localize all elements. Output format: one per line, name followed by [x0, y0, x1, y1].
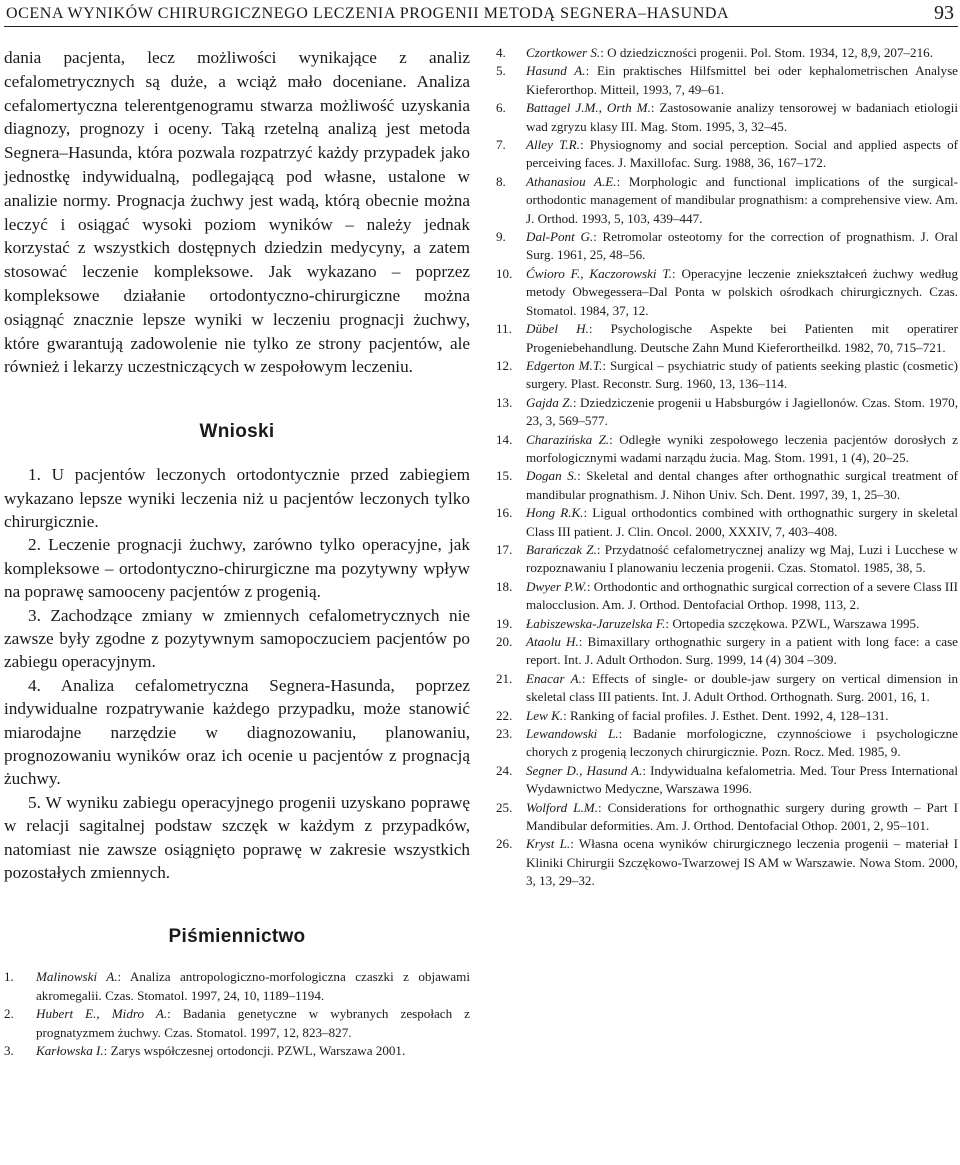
references-heading: Piśmiennictwo [168, 926, 306, 948]
reference-item [496, 615, 958, 633]
reference-author: Lewandowski L. [526, 726, 619, 742]
conclusions-list [4, 463, 470, 884]
reference-item [496, 265, 958, 320]
page-number: 93 [934, 2, 954, 24]
reference-item [496, 633, 958, 670]
reference-author: Gajda Z. [526, 394, 573, 410]
reference-number: 3. [4, 1043, 14, 1059]
discussion-paragraph: dania pacjenta, lecz możliwości wynikające z analiz cefalometrycznych są duże, a wciąż mało doceniane. Analiza cefalomertyczna telerentgenogramu stwarza możliwość uzyskania diagnozy, prognozy i oceny. Taką rzetelną analizą jest metoda Segnera–Hasunda, która pozwala rozpatrzyć każdy przypadek jako jednostkę indywidualną, podlegającą pod własne, ustalone w analizie normy. Prognacja żuchwy jest wadą, którą obecnie można leczyć i osiągać wysoki poziom wyników – należy jednak korzystać z wszystkich dostępnych dziedzin medycyny, a zatem stosować leczenie kompleksowe. Jak wykazano – poprzez kompleksowe działanie ortodontyczno-chirurgiczne można osiągnąć znacznie lepsze wyniki w leczeniu prognacji żuchwy, które gwarantują zadowolenie nie tylko ze strony pacjentów, ale również i lekarzy uczestniczących w zespołowym leczeniu. [4, 48, 470, 377]
running-header [4, 0, 958, 27]
reference-author: Łabiszewska-Jaruzelska F. [526, 615, 666, 631]
reference-text: : Physiognomy and social perception. Social and applied aspects of perceiving faces. J. Maxillofac. Surg. 1988, 36, 167–172. [526, 137, 959, 171]
reference-author: Ćwioro F., Kaczorowski T. [526, 265, 673, 281]
reference-author: Charazińska Z. [526, 431, 610, 447]
reference-item [496, 725, 958, 762]
reference-author: Edgerton M.T. [526, 357, 603, 373]
reference-text: : Considerations for orthognathic surgery during growth – Part I Mandibular deformities. Am. J. Orthod. Dentofacial Othop. 2001, 2, 95–101. [526, 799, 958, 834]
reference-item [496, 136, 958, 173]
reference-author: Enacar A. [526, 670, 582, 686]
reference-number: 4. [496, 45, 506, 60]
reference-item [496, 44, 958, 62]
reference-text: : Dziedziczenie progenii u Habsburgów i Jagiellonów. Czas. Stom. 1970, 23, 3, 569–577. [526, 394, 958, 429]
reference-number: 16. [496, 505, 513, 521]
reference-author: Lew K. [526, 707, 564, 723]
reference-item [496, 228, 958, 265]
reference-text: : Zarys współczesnej ortodoncji. PZWL, Warszawa 2001. [103, 1043, 406, 1059]
reference-author: Hubert E., Midro A. [36, 1006, 168, 1022]
reference-author: Barańczak Z. [526, 541, 597, 557]
reference-number: 5. [496, 63, 506, 79]
left-column [4, 46, 470, 1061]
reference-item [496, 670, 958, 707]
reference-text: : Analiza antropologiczno-morfologiczna czaszki z objawami akromegalii. Czas. Stomatol. 1997, 24, 10, 1189–1194. [36, 969, 470, 1003]
reference-author: Hasund A. [526, 63, 586, 79]
reference-number: 7. [496, 137, 506, 153]
reference-number: 22. [496, 707, 513, 723]
reference-number: 20. [496, 634, 513, 649]
reference-number: 19. [496, 615, 513, 631]
reference-author: Czortkower S. [526, 45, 601, 60]
reference-number: 11. [496, 321, 512, 337]
reference-number: 26. [496, 836, 513, 852]
conclusion-item: 2. Leczenie prognacji żuchwy, zarówno tylko operacyjne, jak kompleksowe – ortodontyczno-chirurgiczne ma pozytywny wpływ na poprawę samooceny pacjentów z progenią. [4, 535, 470, 602]
reference-item [496, 578, 958, 615]
right-column [496, 44, 958, 891]
reference-author: Ataolu H. [526, 634, 579, 649]
reference-number: 18. [496, 578, 513, 594]
reference-number: 15. [496, 468, 513, 484]
reference-author: Karłowska I. [36, 1043, 104, 1059]
reference-item [496, 320, 958, 357]
conclusion-item: 3. Zachodzące zmiany w zmiennych cefalometrycznych nie zawsze były zgodne z pozytywnym samopoczuciem pacjentów po zabiegu operacyjnym. [4, 605, 470, 672]
reference-number: 12. [496, 357, 513, 373]
reference-number: 21. [496, 670, 513, 686]
reference-text: : Retromolar osteotomy for the correction of prognathism. J. Oral Surg. 1961, 25, 48–56. [526, 229, 958, 263]
references-list-left [4, 968, 470, 1060]
reference-item [496, 799, 958, 836]
conclusions-heading: Wnioski [199, 421, 275, 443]
reference-author: Malinowski A. [36, 969, 118, 985]
reference-number: 2. [4, 1006, 14, 1022]
reference-text: : O dziedziczności progenii. Pol. Stom. 1934, 12, 8,9, 207–216. [600, 45, 933, 60]
reference-text: : Effects of single- or double-jaw surgery on vertical dimension in skeletal class III patients. Int. J. Adult Orthod. Orthognath. Surg. 2001, 16, 1. [526, 670, 959, 705]
reference-number: 6. [496, 100, 506, 116]
reference-item [496, 541, 958, 578]
reference-text: : Orthodontic and orthognathic surgical correction of a severe Class III malocclusion. Am. J. Orthod. Dentofacial Orthop. 1998, 113, 2. [526, 578, 958, 613]
reference-item [496, 835, 958, 890]
reference-item [496, 762, 958, 799]
reference-item [496, 394, 958, 431]
reference-text: : Własna ocena wyników chirurgicznego leczenia progenii – materiał I Kliniki Chirurgii Szczękowo-Twarzowej IS AM w Warszawie. Nowa Stom. 2000, 3, 13, 29–32. [526, 836, 958, 889]
reference-item [496, 173, 958, 228]
reference-author: Hong R.K. [526, 505, 584, 521]
reference-text: : Badania genetyczne w wybranych zespołach z prognatyzmem żuchwy. Czas. Stomatol. 1997, 12, 823–827. [36, 1006, 470, 1040]
reference-number: 1. [4, 969, 14, 985]
reference-author: Kryst L. [526, 836, 571, 852]
reference-text: : Ranking of facial profiles. J. Esthet. Dent. 1992, 4, 128–131. [563, 707, 889, 723]
reference-author: Dal-Pont G. [526, 229, 594, 245]
reference-number: 14. [496, 431, 513, 447]
reference-number: 25. [496, 799, 513, 815]
reference-author: Dwyer P.W. [526, 578, 587, 594]
reference-text: : Badanie morfologiczne, czynnościowe i psychologiczne chorych z progenią leczonych chirurgicznie. Pozn. Rocz. Med. 1985, 9. [526, 726, 958, 760]
conclusion-item: 4. Analiza cefalometryczna Segnera-Hasunda, poprzez indywidualne rozpatrywanie każdego przypadku, może stanowić miarodajne narzędzie w diagnozowaniu, planowaniu, prognozowaniu wyników oraz ich ocenie u pacjentów z prognacją żuchwy. [4, 675, 470, 789]
reference-item [496, 467, 958, 504]
reference-text: : Psychologische Aspekte bei Patienten mit operatirer Progeniebehandlung. Deutsche Zahn Mund Kieferortheilkd. 1982, 70, 715–721. [526, 321, 958, 355]
reference-item [496, 62, 958, 99]
reference-item [4, 968, 470, 1005]
reference-number: 23. [496, 726, 513, 742]
reference-item [496, 707, 958, 725]
reference-text: : Morphologic and functional implications of the surgical-orthodontic management of mandibular prognathism: a comprehensive view. Am. J. Orthod. 1993, 5, 103, 439–447. [526, 173, 958, 226]
reference-author: Dogan S. [526, 468, 578, 484]
reference-author: Battagel J.M., Orth M. [526, 100, 651, 116]
running-title: OCENA WYNIKÓW CHIRURGICZNEGO LECZENIA PROGENII METODĄ SEGNERA–HASUNDA [6, 5, 730, 22]
reference-author: Wolford L.M. [526, 799, 598, 815]
references-list-right [496, 44, 958, 891]
reference-number: 9. [496, 229, 506, 245]
conclusion-item: 1. U pacjentów leczonych ortodontycznie przed zabiegiem wykazano lepsze wyniki leczenia niż u pacjentów leczonych tylko chirurgicznie. [4, 465, 470, 531]
reference-text: : Przydatność cefalometrycznej analizy wg Maj, Luzi i Lucchese w rozpoznawaniu I planowaniu leczenia progenii. Czas. Stomatol. 1985, 38, 5. [526, 541, 958, 576]
reference-item [496, 504, 958, 541]
reference-item [496, 99, 958, 136]
reference-text: : Surgical – psychiatric study of patients seeking plastic (cosmetic) surgery. Plast. Reconstr. Surg. 1960, 13, 136–114. [526, 357, 958, 392]
reference-text: : Operacyjne leczenie zniekształceń żuchwy według metody Obwegessera–Dal Ponta w polskich ośrodkach chirurgicznych. Czas. Stomatol. 1984, 37, 12. [526, 265, 958, 318]
reference-text: : Ortopedia szczękowa. PZWL, Warszawa 1995. [665, 615, 920, 631]
reference-text: : Bimaxillary orthognathic surgery in a patient with long face: a case report. Int. J. Adult Orthodon. Surg. 1999, 14 (4) 304 –309. [526, 634, 958, 668]
reference-text: : Odległe wyniki zespołowego leczenia pacjentów dorosłych z morfologicznymi wadami narządu żucia. Mag. Stom. 1991, 1 (4), 20–25. [526, 431, 958, 465]
reference-item [4, 1042, 470, 1060]
reference-number: 10. [496, 265, 513, 281]
reference-number: 17. [496, 541, 513, 557]
reference-author: Alley T.R. [526, 137, 580, 153]
reference-text: : Ein praktisches Hilfsmittel bei oder kephalometrischen Analyse Kieferorthop. Mitteil, 1993, 7, 49–61. [526, 63, 958, 97]
reference-number: 8. [496, 173, 506, 189]
reference-author: Dübel H. [526, 321, 589, 337]
reference-number: 24. [496, 762, 513, 778]
reference-item [496, 357, 958, 394]
conclusion-item: 5. W wyniku zabiegu operacyjnego progenii uzyskano poprawę w relacji sagitalnej podstaw szczęk w każdym z przypadków, natomiast nie zawsze osiągnięto poprawę w zakresie wszystkich pozostałych zmiennych. [4, 792, 470, 883]
reference-item [496, 431, 958, 468]
reference-item [4, 1005, 470, 1042]
reference-author: Segner D., Hasund A. [526, 762, 643, 778]
reference-number: 13. [496, 394, 513, 410]
reference-text: : Zastosowanie analizy tensorowej w badaniach etiologii wad zgryzu klasy III. Mag. Stom. 1995, 3, 32–45. [526, 100, 958, 134]
reference-text: : Indywidualna kefalometria. Med. Tour Press International Wydawnictwo Medyczne, Warszawa 1996. [526, 762, 958, 797]
reference-text: : Ligual orthodontics combined with orthognathic surgery in skeletal Class III patient. J. Clin. Oncol. 2000, XXXIV, 7, 403–408. [526, 505, 959, 539]
reference-text: : Skeletal and dental changes after orthognathic surgical treatment of mandibular prognathism. J. Nihon Univ. Sch. Dent. 1997, 39, 1, 25–30. [526, 468, 958, 502]
reference-author: Athanasiou A.E. [526, 173, 617, 189]
